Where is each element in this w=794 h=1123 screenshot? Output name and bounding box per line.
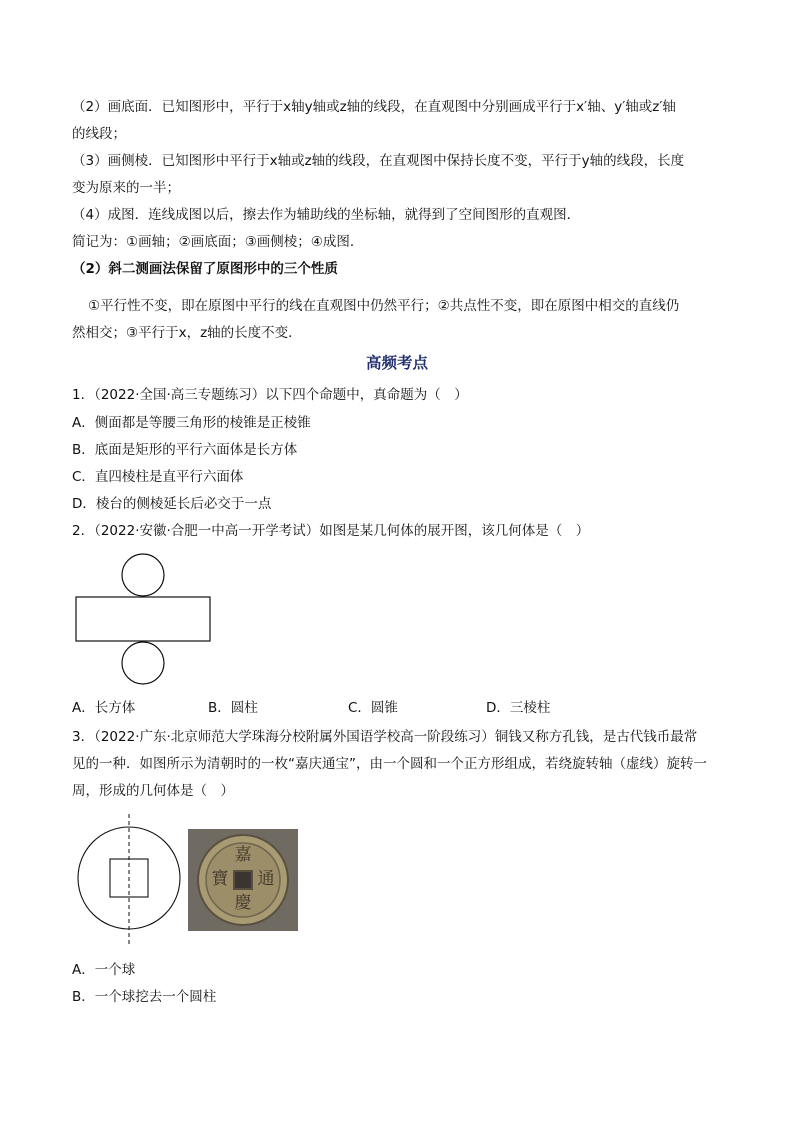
net-bottom-circle <box>122 642 164 684</box>
rule-step4: （4）成图．连线成图以后，擦去作为辅助线的坐标轴，就得到了空间图形的直观图． <box>72 207 581 223</box>
section-title: 高频考点 <box>365 354 428 372</box>
q2-option-d: D．三棱柱 <box>486 700 551 716</box>
coin-rotation-figure <box>74 814 184 954</box>
coin-center-hole <box>234 871 252 889</box>
cylinder-net-figure <box>74 550 214 690</box>
rule-step3-line1: （3）画侧棱．已知图形中平行于x轴或z轴的线段，在直观图中保持长度不变，平行于y轴的线段，长度 <box>72 153 685 169</box>
coin-char-right: 通 <box>257 869 275 889</box>
rule-step2-line1: （2）画底面．已知图形中，平行于x轴y轴或z轴的线段，在直观图中分别画成平行于x′轴、y′轴或z′轴 <box>72 99 676 115</box>
q1-option-b: B．底面是矩形的平行六面体是长方体 <box>72 442 298 458</box>
net-top-circle <box>122 554 164 596</box>
q2-option-a: A．长方体 <box>72 700 136 716</box>
net-rectangle <box>76 597 210 641</box>
coin-char-top: 嘉 <box>234 845 252 865</box>
q1-stem: 1．（2022·全国·高三专题练习）以下四个命题中，真命题为（ ） <box>72 387 468 403</box>
rule-summary: 简记为：①画轴；②画底面；③画侧棱；④成图． <box>72 234 364 250</box>
q1-option-c: C．直四棱柱是直平行六面体 <box>72 469 244 485</box>
rule-step2-line2: 的线段； <box>72 126 126 142</box>
q1-option-d: D．棱台的侧棱延长后必交于一点 <box>72 496 272 512</box>
jiaqing-coin-photo <box>188 829 298 931</box>
q3-option-a: A．一个球 <box>72 962 136 978</box>
q2-option-c: C．圆锥 <box>348 700 398 716</box>
q3-option-b: B．一个球挖去一个圆柱 <box>72 989 217 1005</box>
q2-stem: 2．（2022·安徽·合肥一中高一开学考试）如图是某几何体的展开图，该几何体是（ ） <box>72 523 590 539</box>
rule-properties-line2: 然相交；③平行于x，z轴的长度不变． <box>72 325 302 341</box>
q3-stem-line3: 周，形成的几何体是（ ） <box>72 783 234 799</box>
rule-step3-line2: 变为原来的一半； <box>72 180 180 196</box>
rule-properties-line1: ①平行性不变，即在原图中平行的线在直观图中仍然平行；②共点性不变，即在原图中相交的直线仍 <box>88 298 680 314</box>
coin-char-left: 寶 <box>211 869 229 889</box>
rule-heading-properties: （2）斜二测画法保留了原图形中的三个性质 <box>72 261 338 277</box>
q3-stem-line2: 见的一种．如图所示为清朝时的一枚“嘉庆通宝”，由一个圆和一个正方形组成，若绕旋转轴（虚线）旋转一 <box>72 756 707 772</box>
q3-stem-line1: 3．（2022·广东·北京师范大学珠海分校附属外国语学校高一阶段练习）铜钱又称方孔钱，是古代钱币最常 <box>72 729 698 745</box>
q2-option-b: B．圆柱 <box>208 700 258 716</box>
coin-char-bottom: 慶 <box>234 893 252 913</box>
q1-option-a: A．侧面都是等腰三角形的棱锥是正棱锥 <box>72 415 311 431</box>
